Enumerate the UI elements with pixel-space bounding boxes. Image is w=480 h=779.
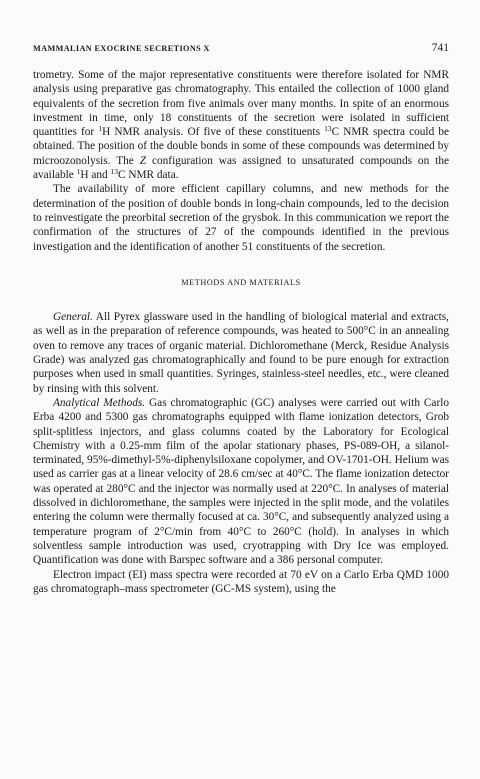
page-number: 741 [431,42,449,54]
text-run: H and [80,169,111,182]
intro-paragraph-2: The availability of more efficient capillary columns, and new methods for the determination of the position of double bonds in long-chain compounds, led to the decision to reinvestigate the preorbital secretion of the grysbok. In this communication we report the confirmation of the structures of 27 of the compounds identified in the previous investigation and the identification of another 51 constituents of the secretion. [33,183,449,253]
superscript: 1 [76,167,81,177]
analytical-methods-paragraph [33,396,449,568]
text-run: Gas chromatographic (GC) analyses were carried out with Carlo Erba 4200 and 5300 gas chromatographs equipped with flame ionization detectors, Grob split-splitless injectors, and glass columns coated by the Laboratory for Ecological Chemistry with a 0.25-mm film of the apolar stationary phases, PS-089-OH, a silanol-terminated, 95%-dimethyl-5%-diphenylsiloxane copolymer, and OV-1701-OH. Helium was used as carrier gas at a linear velocity of 28.6 cm/sec at 40°C. The flame ionization detector was operated at 280°C and the injector was normally used at 220°C. In analyses of material dissolved in dichloromethane, the samples were injected in the split mode, and the volatiles entering the column were thermally focused at ca. 30°C, and subsequently analyzed using a temperature program of 2°C/min from 40°C to 260°C (hold). In analyses in which solventless sample introduction was used, cryotrapping with Dry Ice was employed. Quantification was done with Barspec software and a 386 personal computer. [33,396,449,567]
superscript: 1 [98,124,103,134]
ei-paragraph: Electron impact (EI) mass spectra were recorded at 70 eV on a Carlo Erba QMD 1000 gas chromatograph–mass spectrometer (GC-MS system), using the [33,568,449,595]
article-body [33,68,449,596]
superscript: 13 [324,124,332,134]
text-run: C NMR spectra could be obtained. The position of the double bonds in some of these compounds was determined by microozonolysis. The [33,126,449,167]
text-run: C NMR data. [117,169,179,182]
intro-paragraph-1 [33,68,449,182]
text-run: H NMR analysis. Of five of these constituents [102,126,325,139]
run-in-heading: General. [53,311,93,324]
running-head [33,44,449,60]
section-heading: METHODS AND MATERIALS [181,277,301,287]
italic-text: Z [139,154,147,167]
text-run: configuration was assigned to unsaturated compounds on the available [33,154,449,182]
general-paragraph [33,310,449,396]
superscript: 13 [110,167,118,177]
running-title: MAMMALIAN EXOCRINE SECRETIONS X [33,44,210,53]
text-run: All Pyrex glassware used in the handling of biological material and extracts, as well as in the preparation of reference compounds, was heated to 500°C in an annealing oven to remove any traces of organic material. Dichloromethane (Merck, Residue Analysis Grade) was analyzed gas chromatographically and found to be pure enough for extraction purposes when used in small quantities. Syringes, stainless-steel needles, etc., were cleaned by rinsing with this solvent. [33,311,449,395]
run-in-heading: Analytical Methods. [53,396,146,409]
text-run: trometry. Some of the major representative constituents were therefore isolated for NMR analysis using preparative gas chromatography. This entailed the collection of 1000 gland equivalents of the secretion from five animals over many months. In spite of an enormous investment in time, only 18 constituents of the secretion were isolated in sufficient quantities for [33,69,449,139]
